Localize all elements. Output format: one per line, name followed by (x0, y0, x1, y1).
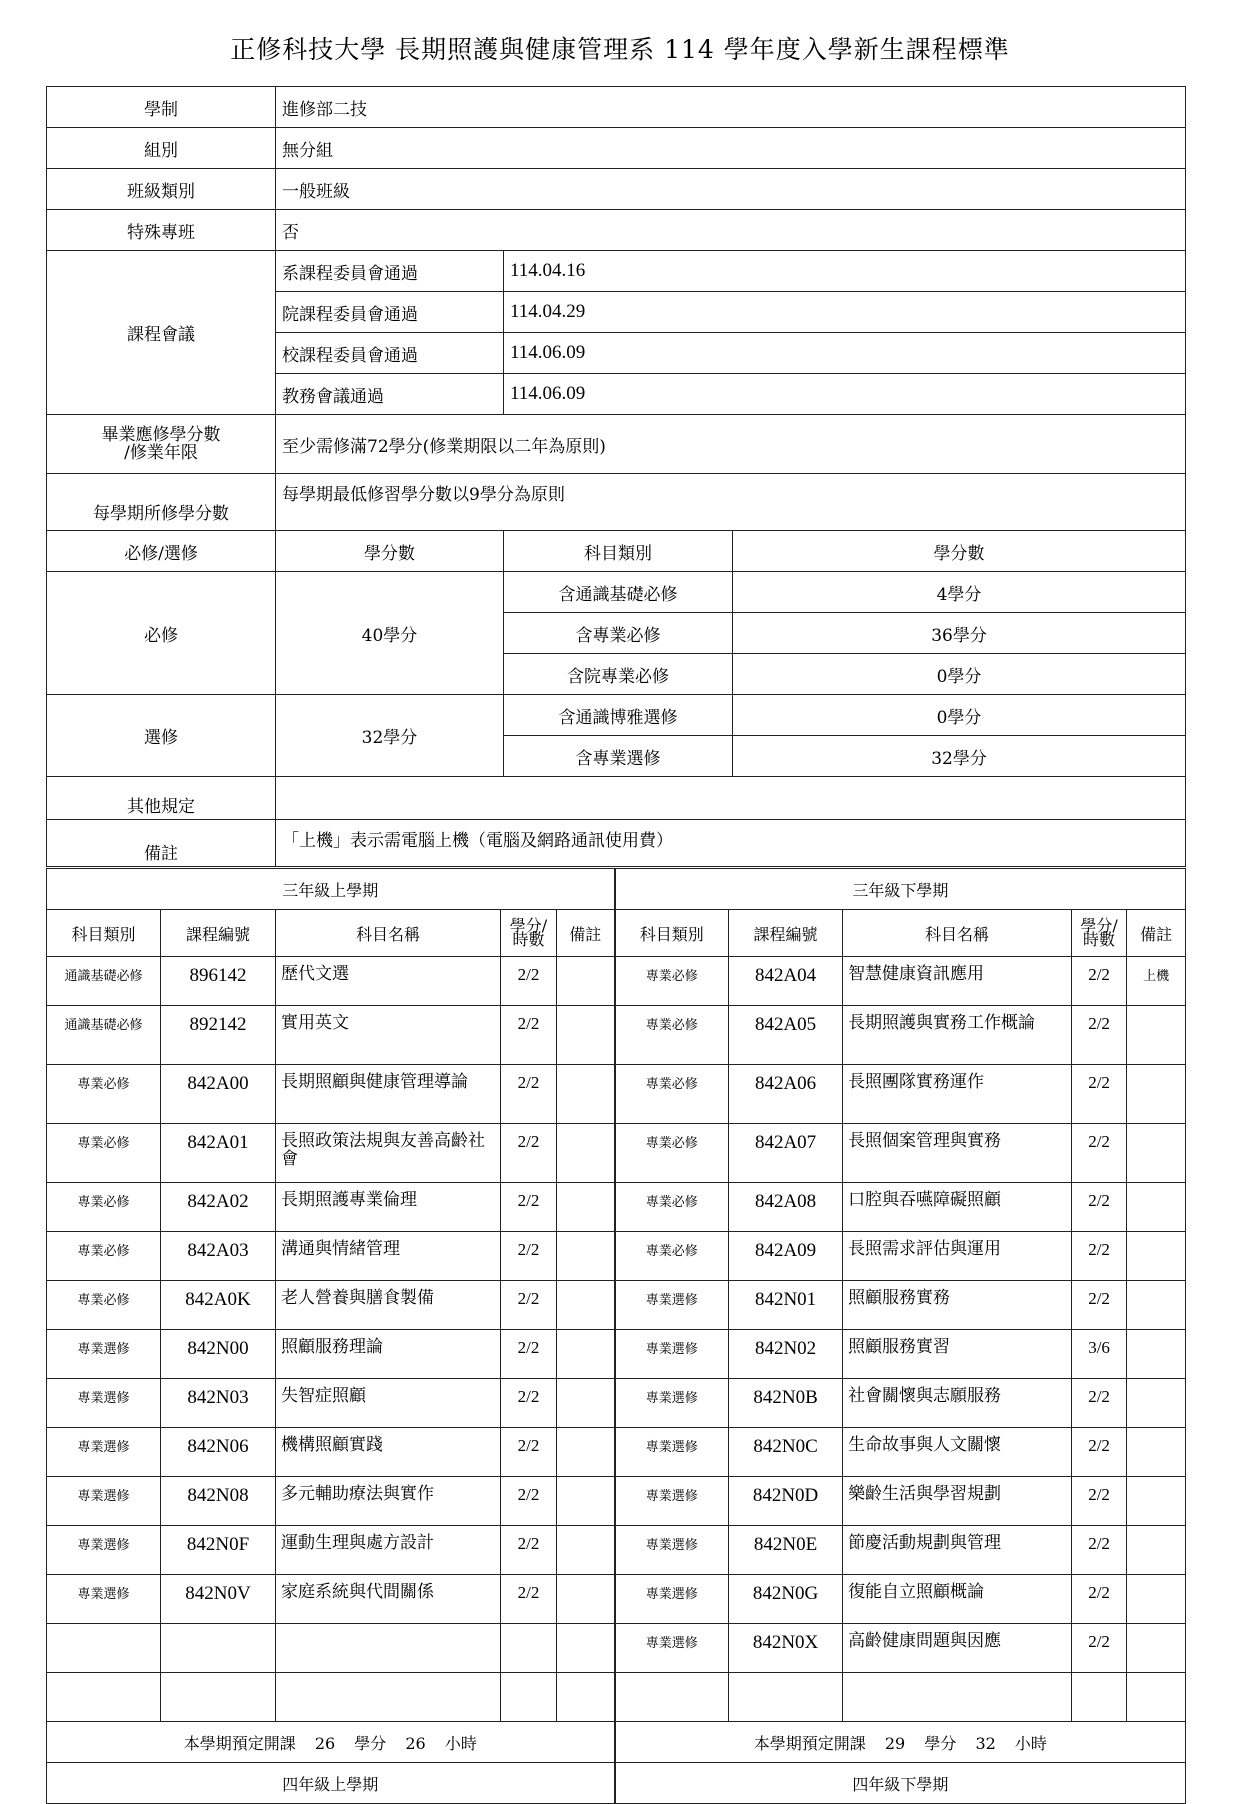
course-row (47, 1281, 1186, 1330)
course-note (557, 1006, 615, 1065)
semester-summary-row (47, 1722, 1186, 1763)
course-credits: 2/2 (501, 1183, 557, 1232)
meeting-row (47, 251, 1186, 292)
course-note (557, 1281, 615, 1330)
course-note (557, 957, 615, 1006)
meeting-name: 系課程委員會通過 (276, 251, 504, 292)
required-category: 含院專業必修 (504, 654, 733, 695)
semester-title-row (47, 869, 1186, 910)
required-credits: 40學分 (276, 572, 504, 695)
elective-row (47, 695, 1186, 736)
course-category: 專業選修 (47, 1526, 161, 1575)
course-credits: 2/2 (501, 1379, 557, 1428)
course-note (557, 1428, 615, 1477)
course-credits: 2/2 (501, 1477, 557, 1526)
course-note (557, 1526, 615, 1575)
course-code: 842N08 (161, 1477, 276, 1526)
course-category (47, 1624, 161, 1673)
summary-credits-unit: 學分 (354, 1733, 387, 1753)
course-category: 通識基礎必修 (47, 1006, 161, 1065)
elective-credits: 32學分 (276, 695, 504, 777)
course-code: 842N01 (729, 1281, 843, 1330)
course-credits: 2/2 (1072, 1575, 1127, 1624)
course-name: 樂齡生活與學習規劃 (843, 1477, 1072, 1526)
course-code: 842N0C (729, 1428, 843, 1477)
course-category: 專業選修 (47, 1575, 161, 1624)
course-code: 842A02 (161, 1183, 276, 1232)
semester-title-y4-second: 四年級下學期 (615, 1763, 1186, 1804)
course-credits (1072, 1673, 1127, 1722)
course-credits (501, 1673, 557, 1722)
summary-prefix: 本學期預定開課 (753, 1733, 866, 1753)
course-name: 長照個案管理與實務 (843, 1124, 1072, 1183)
course-note (557, 1183, 615, 1232)
course-row (47, 1575, 1186, 1624)
meeting-date: 114.06.09 (504, 333, 1186, 374)
elective-category-credits: 0學分 (733, 695, 1186, 736)
course-code: 896142 (161, 957, 276, 1006)
course-category: 專業必修 (47, 1124, 161, 1183)
course-credits: 2/2 (1072, 1477, 1127, 1526)
course-name: 運動生理與處方設計 (276, 1526, 501, 1575)
class-type-value: 一般班級 (276, 169, 1186, 210)
credits-header-row (47, 531, 1186, 572)
course-note (557, 1624, 615, 1673)
graduation-value: 至少需修滿72學分(修業期限以二年為原則) (276, 415, 1186, 474)
other-rules-label: 其他規定 (47, 777, 276, 820)
graduation-row (47, 415, 1186, 474)
course-credits: 2/2 (1072, 1624, 1127, 1673)
other-rules-value (276, 777, 1186, 820)
course-name: 智慧健康資訊應用 (843, 957, 1072, 1006)
remarks-value: 「上機」表示需電腦上機（電腦及網路通訊使用費） (276, 820, 1186, 867)
course-note (1127, 1006, 1186, 1065)
course-credits: 2/2 (1072, 1006, 1127, 1065)
course-name: 老人營養與膳食製備 (276, 1281, 501, 1330)
meeting-date: 114.06.09 (504, 374, 1186, 415)
course-name: 溝通與情緒管理 (276, 1232, 501, 1281)
meeting-date: 114.04.16 (504, 251, 1186, 292)
course-credits: 2/2 (1072, 1526, 1127, 1575)
course-category: 專業必修 (47, 1183, 161, 1232)
course-code: 842A01 (161, 1124, 276, 1183)
course-credits: 2/2 (501, 1065, 557, 1124)
school-system-label: 學制 (47, 87, 276, 128)
semester-summary-y3-first (47, 1722, 615, 1763)
col-header-credits-line1: 學分/ (1080, 916, 1118, 935)
course-credits: 2/2 (1072, 1379, 1127, 1428)
course-code (729, 1673, 843, 1722)
course-note (1127, 1281, 1186, 1330)
course-note (557, 1124, 615, 1183)
per-semester-label: 每學期所修學分數 (47, 474, 276, 531)
course-name: 長照需求評估與運用 (843, 1232, 1072, 1281)
class-type-label: 班級類別 (47, 169, 276, 210)
course-category: 專業必修 (615, 1232, 729, 1281)
course-category: 專業選修 (47, 1330, 161, 1379)
col-header-category: 科目類別 (47, 910, 161, 957)
credits-header-category: 科目類別 (504, 531, 733, 572)
course-name: 節慶活動規劃與管理 (843, 1526, 1072, 1575)
course-credits: 2/2 (501, 957, 557, 1006)
course-category: 專業選修 (615, 1477, 729, 1526)
course-note (557, 1232, 615, 1281)
course-code: 842A09 (729, 1232, 843, 1281)
course-row (47, 1379, 1186, 1428)
course-category: 專業選修 (615, 1575, 729, 1624)
class-type-row (47, 169, 1186, 210)
course-name: 照顧服務理論 (276, 1330, 501, 1379)
summary-credits-unit: 學分 (924, 1733, 957, 1753)
elective-label: 選修 (47, 695, 276, 777)
course-name: 生命故事與人文關懷 (843, 1428, 1072, 1477)
course-category: 專業選修 (615, 1281, 729, 1330)
course-code: 842N00 (161, 1330, 276, 1379)
course-credits (501, 1624, 557, 1673)
credits-header-category-credits: 學分數 (733, 531, 1186, 572)
course-note (1127, 1673, 1186, 1722)
summary-prefix: 本學期預定開課 (183, 1733, 296, 1753)
course-name: 歷代文選 (276, 957, 501, 1006)
meetings-label: 課程會議 (47, 251, 276, 415)
course-code: 842A03 (161, 1232, 276, 1281)
course-note (1127, 1065, 1186, 1124)
remarks-label: 備註 (47, 820, 276, 867)
required-label: 必修 (47, 572, 276, 695)
required-category: 含通識基礎必修 (504, 572, 733, 613)
special-class-row (47, 210, 1186, 251)
summary-credits: 29 (884, 1733, 906, 1753)
elective-category: 含通識博雅選修 (504, 695, 733, 736)
per-semester-row (47, 474, 1186, 531)
course-code: 842A07 (729, 1124, 843, 1183)
special-class-value: 否 (276, 210, 1186, 251)
course-credits: 2/2 (501, 1232, 557, 1281)
course-name: 長照團隊實務運作 (843, 1065, 1072, 1124)
course-row (47, 1124, 1186, 1183)
course-category: 專業選修 (47, 1428, 161, 1477)
course-category: 專業必修 (615, 1065, 729, 1124)
program-info-table (46, 86, 1186, 867)
course-category: 專業必修 (47, 1232, 161, 1281)
course-note (557, 1330, 615, 1379)
course-code: 842N0F (161, 1526, 276, 1575)
col-header-code: 課程編號 (729, 910, 843, 957)
course-row (47, 1477, 1186, 1526)
course-category: 專業必修 (47, 1281, 161, 1330)
summary-hours-unit: 小時 (444, 1733, 477, 1753)
course-category: 專業選修 (615, 1330, 729, 1379)
course-credits: 2/2 (501, 1575, 557, 1624)
summary-hours: 32 (975, 1733, 996, 1753)
course-row (47, 1006, 1186, 1065)
required-category-credits: 4學分 (733, 572, 1186, 613)
course-name (276, 1624, 501, 1673)
course-code: 842A08 (729, 1183, 843, 1232)
col-header-credits (501, 910, 557, 957)
course-note: 上機 (1127, 957, 1186, 1006)
col-header-name: 科目名稱 (276, 910, 501, 957)
course-note (1127, 1330, 1186, 1379)
per-semester-value: 每學期最低修習學分數以9學分為原則 (276, 474, 1186, 531)
course-credits: 2/2 (1072, 957, 1127, 1006)
course-note (1127, 1183, 1186, 1232)
course-name: 長照政策法規與友善高齡社會 (276, 1124, 501, 1183)
course-name: 口腔與吞嚥障礙照顧 (843, 1183, 1072, 1232)
course-name (276, 1673, 501, 1722)
course-category (615, 1673, 729, 1722)
course-code: 842N02 (729, 1330, 843, 1379)
col-header-credits-line2: 時數 (1083, 930, 1116, 949)
course-category: 專業必修 (47, 1065, 161, 1124)
course-name: 社會關懷與志願服務 (843, 1379, 1072, 1428)
course-note (1127, 1477, 1186, 1526)
course-table (46, 868, 1186, 1804)
course-credits: 2/2 (1072, 1281, 1127, 1330)
col-header-credits (1072, 910, 1127, 957)
course-name: 復能自立照顧概論 (843, 1575, 1072, 1624)
course-credits: 2/2 (1072, 1232, 1127, 1281)
course-code: 842A0K (161, 1281, 276, 1330)
course-note (1127, 1624, 1186, 1673)
course-credits: 2/2 (1072, 1065, 1127, 1124)
elective-category: 含專業選修 (504, 736, 733, 777)
summary-hours: 26 (405, 1733, 426, 1753)
course-code: 842N03 (161, 1379, 276, 1428)
course-note (557, 1477, 615, 1526)
course-row (47, 957, 1186, 1006)
credits-header-type: 必修/選修 (47, 531, 276, 572)
special-class-label: 特殊專班 (47, 210, 276, 251)
course-category: 專業必修 (615, 957, 729, 1006)
meeting-name: 教務會議通過 (276, 374, 504, 415)
semester-title-row (47, 1763, 1186, 1804)
col-header-note: 備註 (1127, 910, 1186, 957)
school-system-row (47, 87, 1186, 128)
course-category: 專業選修 (615, 1526, 729, 1575)
course-code (161, 1673, 276, 1722)
course-category: 通識基礎必修 (47, 957, 161, 1006)
col-header-credits-line2: 時數 (512, 930, 545, 949)
course-row (47, 1624, 1186, 1673)
course-note (557, 1379, 615, 1428)
required-category: 含專業必修 (504, 613, 733, 654)
course-category: 專業選修 (615, 1428, 729, 1477)
group-row (47, 128, 1186, 169)
course-code: 892142 (161, 1006, 276, 1065)
course-name: 照顧服務實務 (843, 1281, 1072, 1330)
course-row (47, 1330, 1186, 1379)
graduation-label (47, 415, 276, 474)
course-category: 專業必修 (615, 1183, 729, 1232)
course-credits: 3/6 (1072, 1330, 1127, 1379)
course-note (557, 1065, 615, 1124)
course-note (557, 1673, 615, 1722)
course-credits: 2/2 (501, 1428, 557, 1477)
document-title: 正修科技大學 長期照護與健康管理系 114 學年度入學新生課程標準 (230, 35, 1010, 64)
course-name: 長期照護專業倫理 (276, 1183, 501, 1232)
meeting-name: 院課程委員會通過 (276, 292, 504, 333)
course-note (1127, 1575, 1186, 1624)
column-header-row (47, 910, 1186, 957)
course-name: 長期照顧與健康管理導論 (276, 1065, 501, 1124)
course-code: 842N0V (161, 1575, 276, 1624)
course-note (1127, 1526, 1186, 1575)
course-category: 專業選修 (615, 1624, 729, 1673)
course-note (1127, 1124, 1186, 1183)
course-category: 專業必修 (615, 1006, 729, 1065)
course-code: 842A06 (729, 1065, 843, 1124)
course-name: 長期照護與實務工作概論 (843, 1006, 1072, 1065)
semester-title-y3-first: 三年級上學期 (47, 869, 615, 910)
elective-category-credits: 32學分 (733, 736, 1186, 777)
course-row (47, 1232, 1186, 1281)
course-credits: 2/2 (1072, 1428, 1127, 1477)
col-header-category: 科目類別 (615, 910, 729, 957)
course-name: 高齡健康問題與因應 (843, 1624, 1072, 1673)
credits-header-credits: 學分數 (276, 531, 504, 572)
group-label: 組別 (47, 128, 276, 169)
course-note (1127, 1232, 1186, 1281)
course-row (47, 1673, 1186, 1722)
semester-title-y4-first: 四年級上學期 (47, 1763, 615, 1804)
course-note (1127, 1379, 1186, 1428)
other-rules-row (47, 777, 1186, 820)
course-credits: 2/2 (1072, 1124, 1127, 1183)
graduation-label-line2: /修業年限 (124, 443, 198, 463)
course-credits: 2/2 (1072, 1183, 1127, 1232)
course-code: 842N0G (729, 1575, 843, 1624)
course-name: 失智症照顧 (276, 1379, 501, 1428)
course-category: 專業選修 (47, 1379, 161, 1428)
meeting-date: 114.04.29 (504, 292, 1186, 333)
col-header-name: 科目名稱 (843, 910, 1072, 957)
course-category: 專業選修 (47, 1477, 161, 1526)
course-name: 實用英文 (276, 1006, 501, 1065)
required-row (47, 572, 1186, 613)
course-name (843, 1673, 1072, 1722)
meeting-name: 校課程委員會通過 (276, 333, 504, 374)
course-credits: 2/2 (501, 1330, 557, 1379)
remarks-row (47, 820, 1186, 867)
semester-title-y3-second: 三年級下學期 (615, 869, 1186, 910)
course-code (161, 1624, 276, 1673)
course-code: 842N0X (729, 1624, 843, 1673)
course-name: 多元輔助療法與實作 (276, 1477, 501, 1526)
school-system-value: 進修部二技 (276, 87, 1186, 128)
course-code: 842N0D (729, 1477, 843, 1526)
semester-summary-y3-second (615, 1722, 1186, 1763)
required-category-credits: 0學分 (733, 654, 1186, 695)
course-credits: 2/2 (501, 1526, 557, 1575)
course-code: 842N0E (729, 1526, 843, 1575)
graduation-label-line1: 畢業應修學分數 (101, 425, 221, 445)
course-row (47, 1428, 1186, 1477)
col-header-code: 課程編號 (161, 910, 276, 957)
course-note (1127, 1428, 1186, 1477)
col-header-note: 備註 (557, 910, 615, 957)
course-code: 842A05 (729, 1006, 843, 1065)
course-credits: 2/2 (501, 1281, 557, 1330)
course-code: 842N0B (729, 1379, 843, 1428)
summary-credits: 26 (314, 1733, 336, 1753)
course-credits: 2/2 (501, 1006, 557, 1065)
course-category: 專業選修 (615, 1379, 729, 1428)
course-name: 照顧服務實習 (843, 1330, 1072, 1379)
group-value: 無分組 (276, 128, 1186, 169)
col-header-credits-line1: 學分/ (509, 916, 548, 935)
course-credits: 2/2 (501, 1124, 557, 1183)
course-row (47, 1065, 1186, 1124)
course-code: 842N06 (161, 1428, 276, 1477)
course-category (47, 1673, 161, 1722)
course-row (47, 1526, 1186, 1575)
course-code: 842A04 (729, 957, 843, 1006)
course-row (47, 1183, 1186, 1232)
summary-hours-unit: 小時 (1014, 1733, 1047, 1753)
course-name: 機構照顧實踐 (276, 1428, 501, 1477)
course-category: 專業必修 (615, 1124, 729, 1183)
required-category-credits: 36學分 (733, 613, 1186, 654)
course-name: 家庭系統與代間關係 (276, 1575, 501, 1624)
course-code: 842A00 (161, 1065, 276, 1124)
course-note (557, 1575, 615, 1624)
